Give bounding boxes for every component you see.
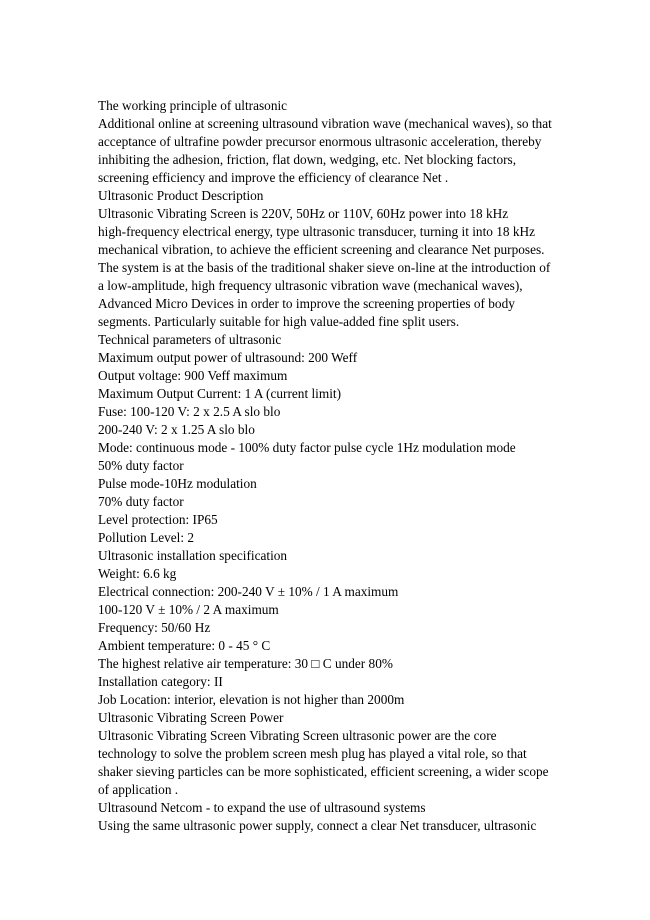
text-line: segments. Particularly suitable for high value-added fine split users.: [98, 314, 460, 329]
text-line: Ultrasonic Vibrating Screen is 220V, 50Hz or 110V, 60Hz power into 18 kHz: [98, 206, 509, 221]
text-line: acceptance of ultrafine powder precursor enormous ultrasonic acceleration, thereby: [98, 134, 542, 149]
spec-line: Electrical connection: 200-240 V ± 10% / 1 A maximum: [98, 584, 399, 599]
spec-line: Level protection: IP65: [98, 512, 218, 527]
spec-line: 50% duty factor: [98, 458, 184, 473]
text-line: inhibiting the adhesion, friction, flat down, wedging, etc. Net blocking factors,: [98, 152, 517, 167]
text-line: high-frequency electrical energy, type ultrasonic transducer, turning it into 18 kHz: [98, 224, 536, 239]
section-heading: Ultrasound Netcom - to expand the use of ultrasound systems: [98, 800, 426, 815]
text-line: technology to solve the problem screen mesh plug has played a vital role, so that: [98, 746, 527, 761]
spec-line: 100-120 V ± 10% / 2 A maximum: [98, 602, 279, 617]
text-line: Using the same ultrasonic power supply, connect a clear Net transducer, ultrasonic: [98, 818, 537, 833]
spec-line: 200-240 V: 2 x 1.25 A slo blo: [98, 422, 255, 437]
text-line: Additional online at screening ultrasound vibration wave (mechanical waves), so that: [98, 116, 552, 131]
spec-line: Output voltage: 900 Veff maximum: [98, 368, 288, 383]
spec-line: Pollution Level: 2: [98, 530, 195, 545]
section-heading: The working principle of ultrasonic: [98, 98, 288, 113]
spec-line: 70% duty factor: [98, 494, 184, 509]
text-line: mechanical vibration, to achieve the efficient screening and clearance Net purposes.: [98, 242, 545, 257]
text-line: screening efficiency and improve the efficiency of clearance Net .: [98, 170, 449, 185]
spec-line: Fuse: 100-120 V: 2 x 2.5 A slo blo: [98, 404, 281, 419]
spec-line: The highest relative air temperature: 30 □ C under 80%: [98, 656, 393, 671]
spec-line: Maximum Output Current: 1 A (current limit): [98, 386, 342, 401]
section-heading: Ultrasonic installation specification: [98, 548, 288, 563]
document-page: [98, 97, 568, 835]
section-heading: Ultrasonic Product Description: [98, 188, 264, 203]
text-line: a low-amplitude, high frequency ultrasonic vibration wave (mechanical waves),: [98, 278, 523, 293]
text-line: The system is at the basis of the traditional shaker sieve on-line at the introduction of: [98, 260, 551, 275]
text-line: of application .: [98, 782, 179, 797]
section-heading: Ultrasonic Vibrating Screen Power: [98, 710, 284, 725]
text-line: Advanced Micro Devices in order to improve the screening properties of body: [98, 296, 515, 311]
section-heading: Technical parameters of ultrasonic: [98, 332, 282, 347]
spec-line: Installation category: II: [98, 674, 223, 689]
text-line: shaker sieving particles can be more sophisticated, efficient screening, a wider scope: [98, 764, 549, 779]
spec-line: Pulse mode-10Hz modulation: [98, 476, 257, 491]
spec-line: Job Location: interior, elevation is not higher than 2000m: [98, 692, 405, 707]
spec-line: Mode: continuous mode - 100% duty factor pulse cycle 1Hz modulation mode: [98, 440, 516, 455]
spec-line: Ambient temperature: 0 - 45 ° C: [98, 638, 271, 653]
spec-line: Maximum output power of ultrasound: 200 Weff: [98, 350, 358, 365]
spec-line: Weight: 6.6 kg: [98, 566, 177, 581]
spec-line: Frequency: 50/60 Hz: [98, 620, 211, 635]
text-line: Ultrasonic Vibrating Screen Vibrating Screen ultrasonic power are the core: [98, 728, 497, 743]
